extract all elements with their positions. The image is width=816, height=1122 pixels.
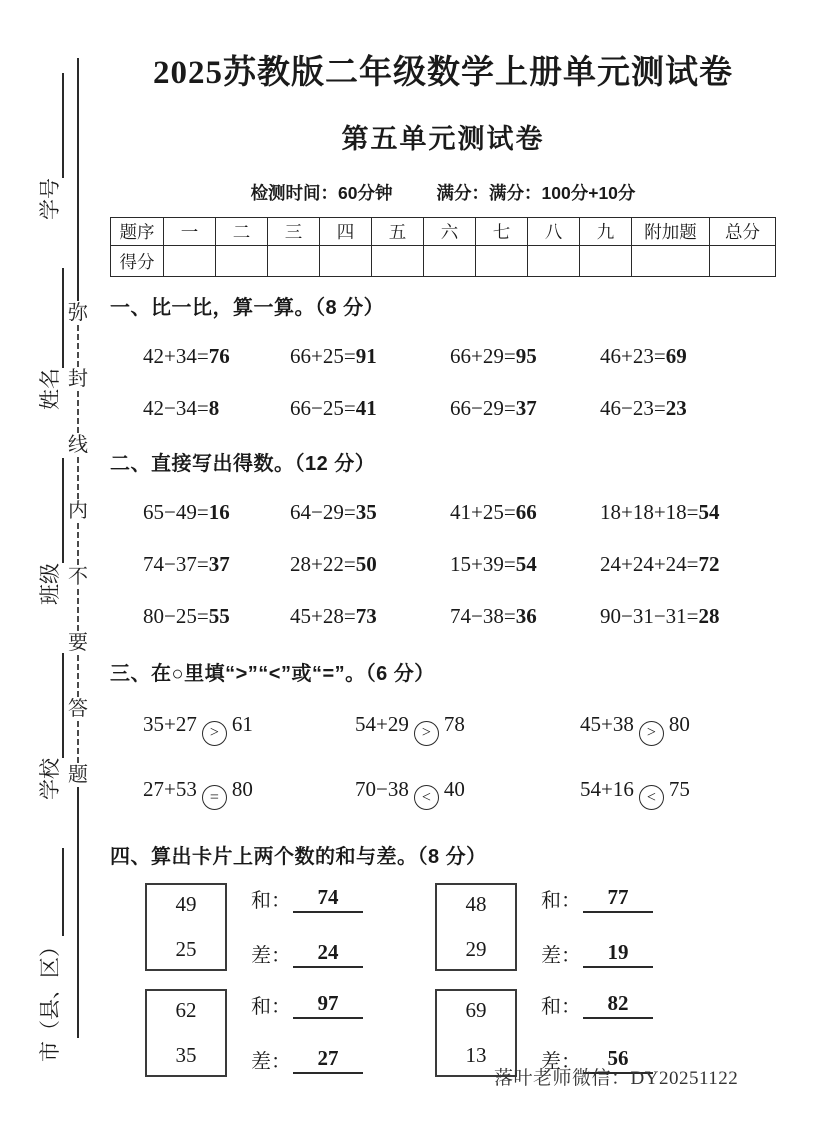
expression: 46−23= xyxy=(600,396,666,420)
sum-diff-answers xyxy=(541,883,653,971)
expression: 70−38 xyxy=(355,776,409,801)
field-label: 班级 xyxy=(38,563,62,605)
expression: 35+27 xyxy=(143,712,197,736)
seal-line-segment xyxy=(77,721,79,763)
comparison-answer: < xyxy=(646,788,656,806)
comparison-circle xyxy=(414,785,439,810)
fill-in-blank xyxy=(30,73,64,178)
card-bottom-number: 29 xyxy=(465,937,487,961)
answer: 50 xyxy=(355,552,377,576)
expression: 41+25= xyxy=(450,500,516,524)
answer: 76 xyxy=(208,344,230,368)
expression: 42−34= xyxy=(143,396,209,420)
test-paper xyxy=(110,46,776,1077)
problem xyxy=(600,500,776,525)
sum-row xyxy=(251,990,363,1019)
seal-line-segment xyxy=(77,391,79,433)
comparison-problem xyxy=(580,777,776,811)
comparison-answer: > xyxy=(646,724,656,741)
score-cell xyxy=(268,246,320,277)
seal-line-segment xyxy=(77,325,79,367)
expression: 15+39= xyxy=(450,552,516,576)
number-card xyxy=(145,883,227,971)
seal-char: 内 xyxy=(68,500,88,522)
problem xyxy=(450,604,600,629)
score-header-cell: 四 xyxy=(320,218,372,246)
sum-label: 和： xyxy=(251,890,291,912)
score-cell xyxy=(710,246,776,277)
diff-label: 差： xyxy=(541,945,581,967)
answer: 55 xyxy=(208,604,230,628)
expression: 28+22= xyxy=(290,552,356,576)
seal-line xyxy=(64,58,92,1038)
problem xyxy=(450,344,600,369)
expression: 65−49= xyxy=(143,500,209,524)
problem xyxy=(143,552,290,577)
field-label: 市（县、区） xyxy=(38,936,62,1062)
expression: 66+29= xyxy=(450,344,516,368)
score-header-cell: 六 xyxy=(424,218,476,246)
score-table-score-row xyxy=(111,246,776,277)
answer: 37 xyxy=(515,396,537,420)
section-1-problems xyxy=(110,344,776,421)
field-city-district xyxy=(18,848,64,1062)
comparison-answer: = xyxy=(209,788,219,806)
score-header-cell: 五 xyxy=(372,218,424,246)
expression: 24+24+24= xyxy=(600,552,699,576)
right-number: 40 xyxy=(443,776,465,801)
section-4-cards xyxy=(110,883,776,1077)
card-bottom-number: 25 xyxy=(175,937,197,961)
expression: 54+29 xyxy=(355,712,409,736)
problem xyxy=(450,500,600,525)
answer: 69 xyxy=(665,344,687,368)
diff-label: 差： xyxy=(251,945,291,967)
score-header-cell: 三 xyxy=(268,218,320,246)
card-bottom-number: 35 xyxy=(175,1043,197,1067)
sum-answer: 82 xyxy=(583,991,653,1019)
answer: 54 xyxy=(698,500,720,524)
diff-label: 差： xyxy=(541,1051,581,1073)
answer: 8 xyxy=(208,396,220,420)
exam-info xyxy=(110,180,776,205)
number-card xyxy=(435,883,517,971)
fill-in-blank xyxy=(30,848,64,936)
comparison-answer: > xyxy=(209,724,219,741)
score-cell xyxy=(216,246,268,277)
score-row-label: 得分 xyxy=(111,246,164,277)
comparison-problem xyxy=(355,712,580,746)
teacher-wechat-watermark: 落叶老师微信：DY20251122 xyxy=(494,1068,739,1089)
answer: 35 xyxy=(355,500,377,524)
score-header-cell: 七 xyxy=(476,218,528,246)
score-table-header-row xyxy=(111,218,776,246)
seal-line-segment xyxy=(77,523,79,565)
expression: 74−37= xyxy=(143,552,209,576)
answer: 37 xyxy=(208,552,230,576)
expression: 80−25= xyxy=(143,604,209,628)
seal-char: 封 xyxy=(68,368,88,390)
right-number: 75 xyxy=(668,776,690,801)
sum-label: 和： xyxy=(251,996,291,1018)
fill-in-blank xyxy=(30,268,64,368)
section-4-title: 四、算出卡片上两个数的和与差。（8 分） xyxy=(110,846,487,868)
comparison-problem xyxy=(580,712,776,746)
diff-answer: 56 xyxy=(583,1046,653,1074)
sum-diff-answers xyxy=(251,883,363,971)
seal-char: 题 xyxy=(68,764,88,786)
expression: 46+23= xyxy=(600,344,666,368)
card-bottom-number: 13 xyxy=(465,1043,487,1067)
sum-row xyxy=(541,884,653,913)
expression: 42+34= xyxy=(143,344,209,368)
seal-char: 线 xyxy=(68,434,88,456)
sum-answer: 74 xyxy=(293,885,363,913)
answer: 73 xyxy=(355,604,377,628)
comparison-answer: > xyxy=(421,724,431,741)
answer: 91 xyxy=(355,344,377,368)
problem xyxy=(290,344,450,369)
diff-label: 差： xyxy=(251,1051,291,1073)
problem xyxy=(143,604,290,629)
card-top-number: 48 xyxy=(465,892,487,916)
score-header-cell: 二 xyxy=(216,218,268,246)
comparison-circle xyxy=(639,721,664,746)
expression: 54+16 xyxy=(580,776,634,801)
answer: 23 xyxy=(665,396,687,420)
expression: 18+18+18= xyxy=(600,500,699,524)
right-number: 61 xyxy=(231,712,253,736)
comparison-circle xyxy=(414,721,439,746)
answer: 36 xyxy=(515,604,537,628)
section-3-problems xyxy=(110,712,776,810)
seal-line-segment xyxy=(77,58,79,301)
sum-answer: 77 xyxy=(583,885,653,913)
problem xyxy=(290,604,450,629)
sum-label: 和： xyxy=(541,890,581,912)
score-table xyxy=(110,217,776,277)
student-info-fields xyxy=(18,62,64,1062)
score-cell xyxy=(164,246,216,277)
score-header-cell: 附加题 xyxy=(632,218,710,246)
seal-char: 不 xyxy=(68,566,88,588)
score-cell xyxy=(580,246,632,277)
sum-row xyxy=(251,884,363,913)
diff-answer: 27 xyxy=(293,1046,363,1074)
problem xyxy=(143,344,290,369)
expression: 45+38 xyxy=(580,712,634,736)
comparison-circle xyxy=(202,721,227,746)
score-header-cell: 九 xyxy=(580,218,632,246)
seal-char: 要 xyxy=(68,632,88,654)
problem xyxy=(600,604,776,629)
comparison-problem xyxy=(143,712,355,746)
seal-line-segment xyxy=(77,655,79,697)
expression: 66+25= xyxy=(290,344,356,368)
comparison-circle xyxy=(202,785,227,810)
field-label: 学校 xyxy=(38,758,62,800)
expression: 90−31−31= xyxy=(600,604,699,628)
problem xyxy=(600,344,776,369)
answer: 95 xyxy=(515,344,537,368)
seal-char: 答 xyxy=(68,698,88,720)
fill-in-blank xyxy=(30,653,64,758)
right-number: 80 xyxy=(668,712,690,736)
seal-char: 弥 xyxy=(68,302,88,324)
expression: 74−38= xyxy=(450,604,516,628)
answer: 72 xyxy=(698,552,720,576)
score-cell xyxy=(424,246,476,277)
seal-line-segment xyxy=(77,787,79,1038)
answer: 41 xyxy=(355,396,377,420)
score-cell xyxy=(320,246,372,277)
field-school xyxy=(18,653,64,800)
problem xyxy=(290,396,450,421)
page-subtitle: 第五单元测试卷 xyxy=(341,124,545,154)
sum-answer: 97 xyxy=(293,991,363,1019)
seal-line-segment xyxy=(77,589,79,631)
score-cell xyxy=(476,246,528,277)
field-label: 姓名 xyxy=(38,368,62,410)
expression: 66−25= xyxy=(290,396,356,420)
page-title: 2025苏教版二年级数学上册单元测试卷 xyxy=(153,55,733,91)
score-header-cell: 一 xyxy=(164,218,216,246)
problem xyxy=(450,552,600,577)
card-top-number: 69 xyxy=(465,998,487,1022)
problem xyxy=(290,552,450,577)
problem xyxy=(600,552,776,577)
diff-row xyxy=(541,939,653,968)
fill-in-blank xyxy=(30,458,64,563)
score-header-cell: 八 xyxy=(528,218,580,246)
answer: 28 xyxy=(698,604,720,628)
field-class xyxy=(18,458,64,605)
comparison-answer: < xyxy=(421,788,431,806)
problem xyxy=(143,500,290,525)
right-number: 78 xyxy=(443,712,465,736)
diff-answer: 24 xyxy=(293,940,363,968)
field-label: 学号 xyxy=(38,178,62,220)
section-2-title: 二、直接写出得数。（12 分） xyxy=(110,453,376,475)
section-3-title: 三、在○里填“>”“<”或“=”。（6 分） xyxy=(110,663,435,685)
problem xyxy=(143,396,290,421)
right-number: 80 xyxy=(231,776,253,801)
seal-line-segment xyxy=(77,457,79,499)
score-header-cell: 题序 xyxy=(111,218,164,246)
exam-full-score: 满分：满分：100分+10分 xyxy=(436,183,636,203)
section-2-problems xyxy=(110,500,776,629)
comparison-circle xyxy=(639,785,664,810)
card-group xyxy=(145,883,435,971)
score-header-cell: 总分 xyxy=(710,218,776,246)
card-group xyxy=(435,883,776,971)
exam-time: 检测时间：60分钟 xyxy=(250,183,393,203)
section-1-title: 一、比一比，算一算。（8 分） xyxy=(110,297,385,319)
score-cell xyxy=(372,246,424,277)
diff-answer: 19 xyxy=(583,940,653,968)
comparison-problem xyxy=(143,777,355,811)
card-top-number: 49 xyxy=(175,892,197,916)
answer: 16 xyxy=(208,500,230,524)
expression: 64−29= xyxy=(290,500,356,524)
card-top-number: 62 xyxy=(175,998,197,1022)
expression: 66−29= xyxy=(450,396,516,420)
diff-row xyxy=(251,1045,363,1074)
field-student-number xyxy=(18,73,64,220)
sum-row xyxy=(541,990,653,1019)
score-cell xyxy=(632,246,710,277)
field-name xyxy=(18,268,64,410)
answer: 54 xyxy=(515,552,537,576)
expression: 45+28= xyxy=(290,604,356,628)
problem xyxy=(600,396,776,421)
problem xyxy=(290,500,450,525)
card-group xyxy=(145,989,435,1077)
number-card xyxy=(145,989,227,1077)
sum-label: 和： xyxy=(541,996,581,1018)
problem xyxy=(450,396,600,421)
expression: 27+53 xyxy=(143,776,197,801)
comparison-problem xyxy=(355,777,580,811)
answer: 66 xyxy=(515,500,537,524)
score-cell xyxy=(528,246,580,277)
sum-diff-answers xyxy=(251,989,363,1077)
diff-row xyxy=(251,939,363,968)
